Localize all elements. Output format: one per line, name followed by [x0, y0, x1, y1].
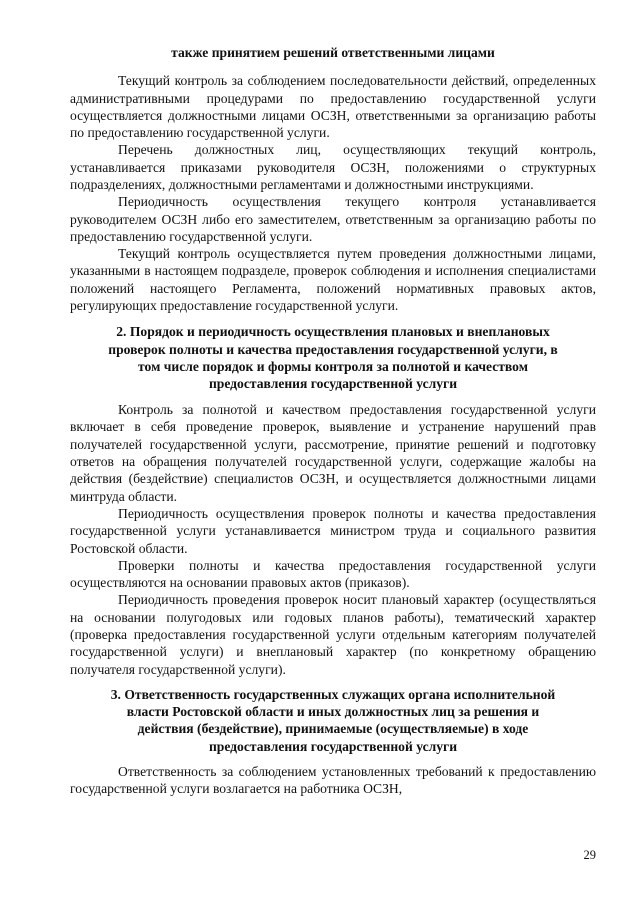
heading-line: власти Ростовской области и иных должностных лиц за решения и	[126, 704, 540, 720]
paragraph: Перечень должностных лиц, осуществляющих текущий контроль, устанавливается приказами руководителя ОСЗН, положениями о структурных подразделениях, должностными регламентами и должностными инструкциями.	[70, 142, 596, 192]
heading-line: 3. Ответственность государственных служащих органа исполнительной	[110, 686, 556, 702]
heading-line: предоставления государственной услуги	[208, 375, 458, 391]
paragraph: Текущий контроль осуществляется путем проведения должностными лицами, указанными в настоящем подразделе, проверок соблюдения и исполнения специалистами положений настоящего Регламента, положений нормативных правовых актов, регулирующих предоставление государственной услуги.	[70, 246, 596, 314]
paragraph: Текущий контроль за соблюдением последовательности действий, определенных административными процедурами по предоставлению государственной услуги осуществляется должностными лицами ОСЗН, ответственными за организацию работы по предоставлению государственной услуги.	[70, 73, 596, 141]
section-heading-continued: также принятием решений ответственными лицами	[171, 45, 495, 60]
heading-line: действия (бездействие), принимаемые (осуществляемые) в ходе	[137, 721, 529, 737]
paragraph: Периодичность проведения проверок носит плановый характер (осуществляться на основании полугодовых или годовых планов работы), тематический характер (проверка предоставления государственной услуги отдельным категориям получателей государственной услуги) и внеплановый характер (по конкретному обращению получателя государственной услуги).	[70, 592, 596, 677]
section-2-body	[70, 401, 596, 678]
heading-line: проверок полноты и качества предоставления государственной услуги, в	[108, 341, 558, 357]
section-2-heading	[70, 323, 596, 392]
heading-line: том числе порядок и формы контроля за полнотой и качеством	[138, 358, 528, 374]
paragraph: Периодичность осуществления проверок полноты и качества предоставления государственной услуги устанавливается министром труда и социального развития Ростовской области.	[70, 505, 596, 556]
heading-line: предоставления государственной услуги	[208, 738, 458, 754]
section-3-heading	[70, 686, 596, 755]
section-3-body	[70, 763, 596, 798]
section-1-body	[70, 72, 596, 314]
heading-line: 2. Порядок и периодичность осуществления плановых и внеплановых	[116, 324, 550, 340]
paragraph: Контроль за полнотой и качеством предоставления государственной услуги включает в себя проведение проверок, выявление и устранение нарушений прав получателей государственной услуги, рассмотрение, принятие решений и подготовку ответов на обращения получателей государственной услуги, содержащие жалобы на действия (бездействие) специалистов ОСЗН, и осуществляется должностными лицами минтруда области.	[70, 402, 596, 504]
document-page	[70, 44, 596, 797]
paragraph: Ответственность за соблюдением установленных требований к предоставлению государственной услуги возлагается на работника ОСЗН,	[70, 763, 596, 797]
paragraph: Проверки полноты и качества предоставления государственной услуги осуществляются на основании правовых актов (приказов).	[70, 557, 596, 591]
paragraph: Периодичность осуществления текущего контроля устанавливается руководителем ОСЗН либо его заместителем, ответственным за организацию работы по предоставлению государственной услуги.	[70, 194, 596, 244]
page-number: 29	[583, 848, 596, 862]
